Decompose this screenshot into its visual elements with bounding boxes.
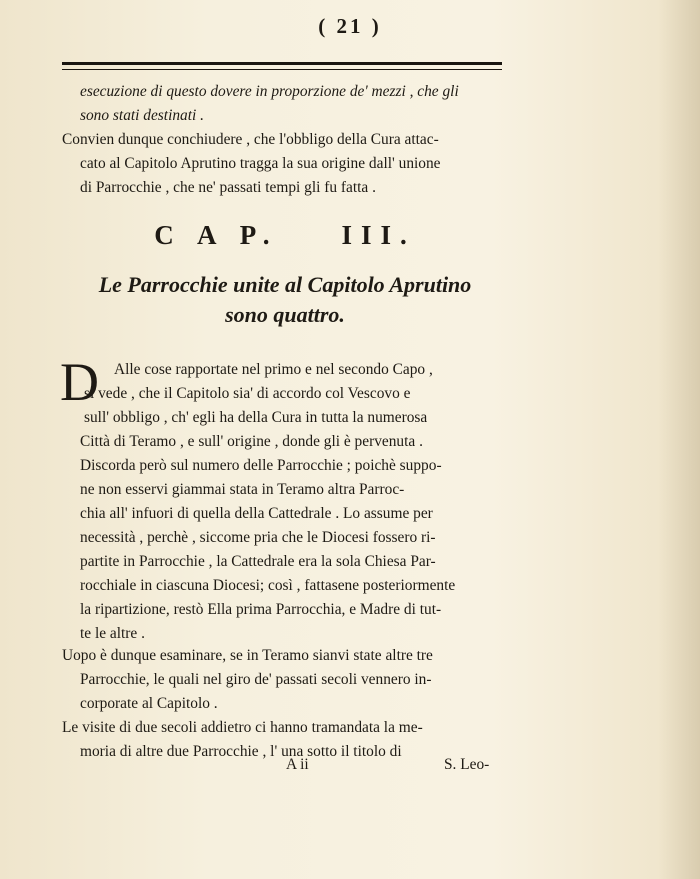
paragraph-main bbox=[62, 358, 510, 646]
chapter-title-line: sono quattro. bbox=[225, 302, 345, 327]
text-line: moria di altre due Parrocchie , l' una sotto il titolo di bbox=[80, 743, 402, 760]
drop-cap: D bbox=[60, 352, 99, 412]
text-line: Uopo è dunque esaminare, se in Teramo sianvi state altre tre bbox=[62, 647, 433, 664]
text-line: Le visite di due secoli addietro ci hanno tramandata la me- bbox=[62, 719, 423, 736]
continued-text bbox=[62, 80, 510, 128]
text-line: chia all' infuori di quella della Cattedrale . Lo assume per bbox=[80, 505, 433, 522]
text-line: te le altre . bbox=[80, 625, 145, 642]
paragraph-conclusion bbox=[62, 128, 510, 200]
text-line: sono stati destinati . bbox=[80, 107, 204, 124]
text-line: esecuzione di questo dovere in proporzione de' mezzi , che gli bbox=[80, 83, 459, 100]
page-number: ( 21 ) bbox=[318, 14, 382, 38]
text-line: rocchiale in ciascuna Diocesi; così , fattasene posteriormente bbox=[80, 577, 456, 594]
text-line: la ripartizione, restò Ella prima Parrocchia, e Madre di tut- bbox=[80, 601, 442, 618]
header-rule-thin bbox=[62, 69, 502, 70]
text-line: Convien dunque conchiudere , che l'obbligo della Cura attac- bbox=[62, 131, 439, 148]
chapter-heading: C A P. III. bbox=[154, 220, 416, 250]
chapter-title bbox=[0, 270, 570, 330]
chapter-title-line: Le Parrocchie unite al Capitolo Aprutino bbox=[98, 272, 472, 297]
text-line: ne non esservi giammai stata in Teramo altra Parroc- bbox=[80, 481, 405, 498]
text-line: Alle cose rapportate nel primo e nel secondo Capo , bbox=[114, 361, 433, 378]
text-line: necessità , perchè , siccome pria che le Diocesi fossero ri- bbox=[80, 529, 436, 546]
text-line: partite in Parrocchie , la Cattedrale era la sola Chiesa Par- bbox=[80, 553, 436, 570]
paragraph-question bbox=[62, 644, 510, 716]
header-rule-thick bbox=[62, 62, 502, 65]
text-line: Parrocchie, le quali nel giro de' passati secoli vennero in- bbox=[80, 671, 432, 688]
text-line: Città di Teramo , e sull' origine , donde gli è pervenuta . bbox=[80, 433, 423, 450]
text-line: corporate al Capitolo . bbox=[80, 695, 218, 712]
text-line: cato al Capitolo Aprutino tragga la sua origine dall' unione bbox=[80, 155, 441, 172]
text-line: Discorda però sul numero delle Parrocchie ; poichè suppo- bbox=[80, 457, 442, 474]
text-line: di Parrocchie , che ne' passati tempi gli fu fatta . bbox=[80, 179, 376, 196]
signature-mark: A ii bbox=[286, 756, 309, 773]
text-line: si vede , che il Capitolo sia' di accordo col Vescovo e bbox=[84, 385, 411, 402]
text-line: sull' obbligo , ch' egli ha della Cura in tutta la numerosa bbox=[84, 409, 428, 426]
catchword: S. Leo- bbox=[444, 756, 490, 773]
